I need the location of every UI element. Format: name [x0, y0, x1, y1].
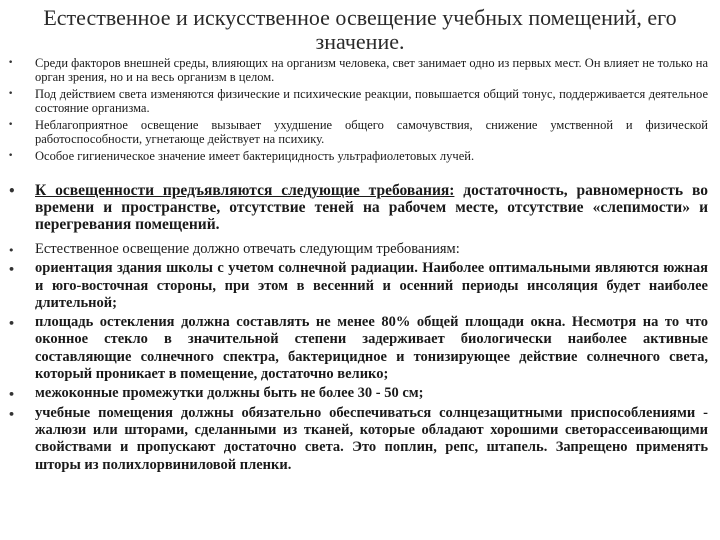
natural-light-list: [0, 241, 720, 476]
list-item: • Особое гигиеническое значение имеет бактерицидность ультрафиолетовых лучей.: [0, 149, 720, 163]
requirements-item: [0, 182, 720, 233]
requirements-text: достаточность, равномерность во времени и пространстве, отсутствие теней на рабочем месте, отсутствие «слепимости» и перегревания помещений.: [35, 182, 709, 233]
list-item: • учебные помещения должны обязательно обеспечиваться солнцезащитными приспособлениями - жалюзи или шторами, сделанными из тканей, которые обладают хорошими светорассеивающими свойствами и пропускают достаточно света. Это поплин, репс, штапель. Запрещено применять шторы из полихлорвиниловой пленки.: [0, 405, 720, 474]
list-item: • Среди факторов внешней среды, влияющих на организм человека, свет занимает одно из первых мест. Он влияет не только на орган зрения, но и на весь организм в целом.: [0, 56, 720, 84]
slide-title: Естественное и искусственное освещение учебных помещений, его значение.: [43, 5, 677, 54]
list-item: • площадь остекления должна составлять не менее 80% общей площади окна. Несмотря на то что оконное стекло в значительной степени задерживает биологически наиболее активные составляющие солнечного спектра, бактерицидное и тонизирующее действие солнечного света, который проникает в помещение, достаточно велико;: [0, 314, 720, 383]
intro-list: [0, 56, 720, 166]
list-item: • Естественное освещение должно отвечать следующим требованиям:: [0, 241, 720, 258]
requirements-list: [0, 182, 720, 233]
requirements-lead: К освещенности предъявляются следующие требования:: [35, 182, 455, 199]
list-item: • межоконные промежутки должны быть не более 30 - 50 см;: [0, 385, 720, 402]
list-item: • ориентация здания школы с учетом солнечной радиации. Наиболее оптимальными являются южная и юго-восточная стороны, при этом в весенний и осенний периоды инсоляция будет наиболее длительной;: [0, 260, 720, 312]
list-item: • Под действием света изменяются физические и психические реакции, повышается общий тонус, поддерживается деятельное состояние организма.: [0, 87, 720, 115]
list-item: • Неблагоприятное освещение вызывает ухудшение общего самочувствия, снижение умственной и физической работоспособности, угнетающе действует на психику.: [0, 118, 720, 146]
